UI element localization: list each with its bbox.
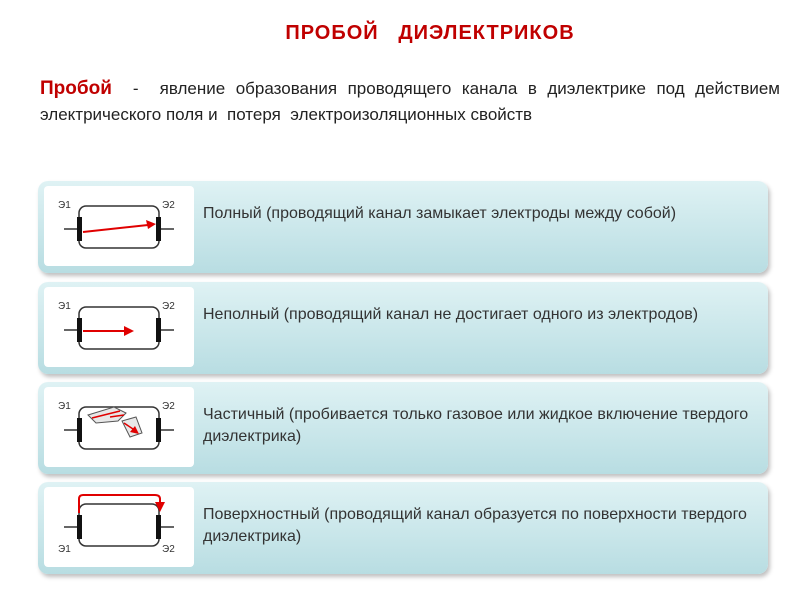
breakdown-description-full: Полный (проводящий канал замыкает электроды между собой) [203,205,677,222]
breakdown-description-partial: Частичный (пробивается только газовое или жидкое включение твердого диэлектрика) [203,406,749,445]
electrode-label-e2: Э2 [162,544,175,555]
breakdown-card-full [38,181,768,273]
full-breakdown-diagram [44,186,194,266]
definition-paragraph [40,76,785,128]
electrode-label-e1: Э1 [58,544,71,555]
electrode-left [77,515,82,539]
breakdown-description-incomplete: Неполный (проводящий канал не достигает одного из электродов) [203,306,699,323]
dielectric-sample [79,307,159,349]
definition-term: Пробой [40,78,112,99]
electrode-label-e2: Э2 [162,200,175,211]
incomplete-breakdown-diagram [44,287,194,367]
electrode-right [156,515,161,539]
electrode-left [77,418,82,442]
partial-breakdown-diagram [44,387,194,467]
breakdown-card-partial [38,382,768,474]
electrode-label-e1: Э1 [58,200,71,211]
surface-breakdown-diagram [44,487,194,567]
electrode-label-e2: Э2 [162,301,175,312]
dielectric-sample [79,504,159,546]
electrode-right [156,318,161,342]
breakdown-description-surface: Поверхностный (проводящий канал образуется по поверхности твердого диэлектрика) [203,506,747,545]
electrode-right [156,217,161,241]
electrode-label-e1: Э1 [58,301,71,312]
dielectric-sample [79,206,159,248]
breakdown-card-incomplete [38,282,768,374]
electrode-left [77,217,82,241]
electrode-left [77,318,82,342]
electrode-label-e1: Э1 [58,401,71,412]
page-title: ПРОБОЙ ДИЭЛЕКТРИКОВ [285,22,575,44]
electrode-right [156,418,161,442]
electrode-label-e2: Э2 [162,401,175,412]
definition-text: - явление образования проводящего канала в диэлектрике под действием электрического поля и потеря электроизоляционных свойств [40,79,785,124]
breakdown-card-surface [38,482,768,574]
